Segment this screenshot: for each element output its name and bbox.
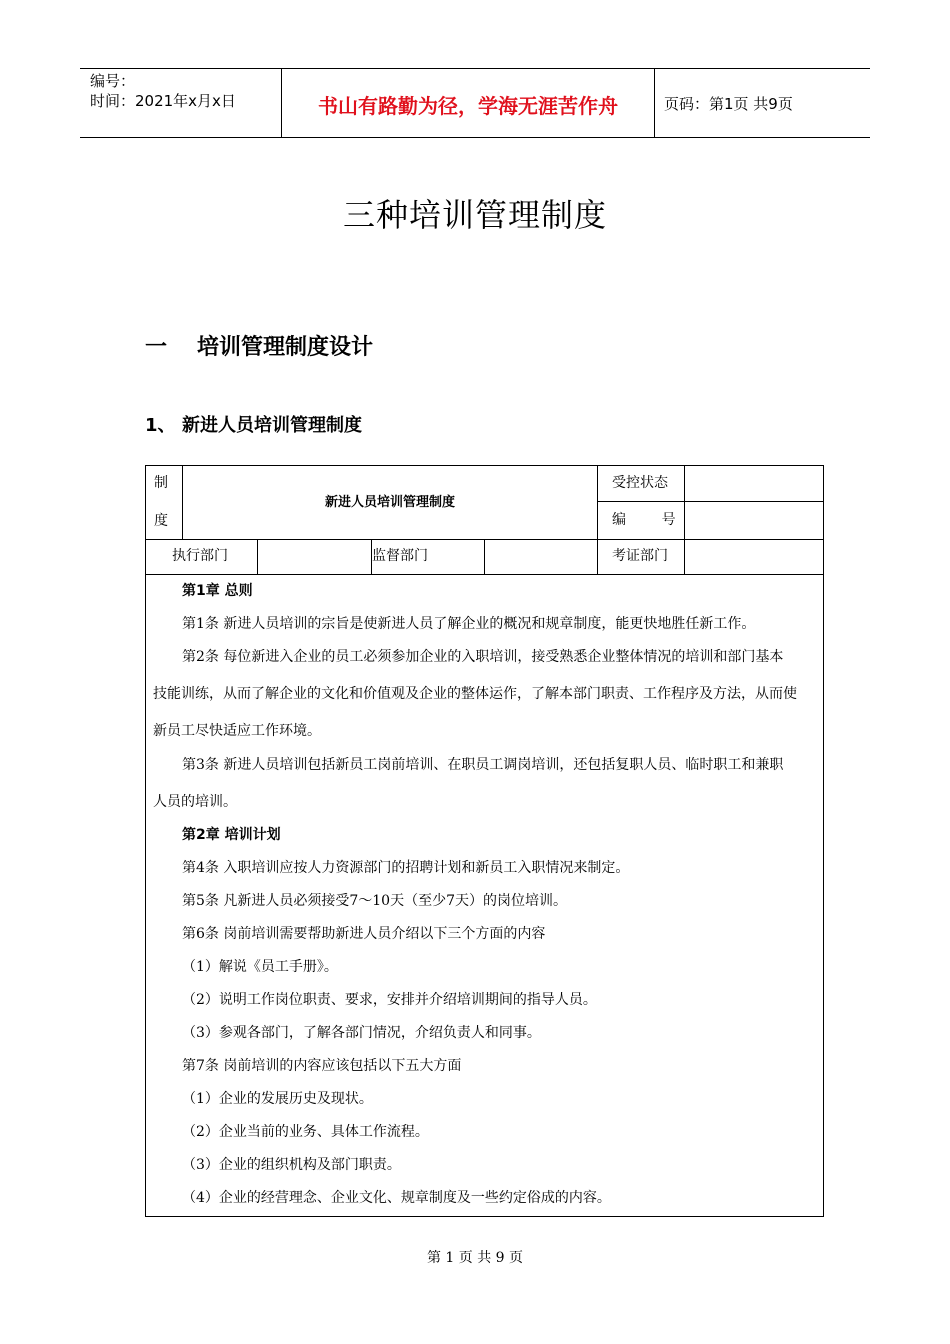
subsection-title: 新进人员培训管理制度 [182,415,362,436]
subsection-number: 1、 [145,415,176,436]
article-line: 第7条 岗前培训的内容应该包括以下五大方面 [182,1058,462,1074]
header-page-info: 页码：第1页 共9页 [664,95,793,113]
list-item: （1）企业的发展历史及现状。 [182,1091,373,1107]
form-label-zhi: 制 [154,475,168,491]
article-line: 第1条 新进人员培训的宗旨是使新进人员了解企业的概况和规章制度，能更快地胜任新工作。 [182,616,756,632]
form-number-label: 编 号 [612,512,676,528]
header-divider [654,69,655,137]
form-supervise-dept-label: 监督部门 [372,548,428,564]
list-item: （3）参观各部门，了解各部门情况，介绍负责人和同事。 [182,1025,541,1041]
form-exec-dept-label: 执行部门 [172,548,228,564]
document-title: 三种培训管理制度 [342,196,607,234]
article-line: 第3条 新进人员培训包括新员工岗前培训、在职员工调岗培训，还包括复职人员、临时职工和兼职 [182,757,784,773]
form-name: 新进人员培训管理制度 [324,495,455,510]
section-title: 培训管理制度设计 [197,335,374,360]
table-rule [597,501,824,502]
chapter-heading: 第2章 培训计划 [182,827,281,843]
form-control-status-label: 受控状态 [612,475,668,491]
page-footer: 第 1 页 共 9 页 [426,1250,524,1266]
header-motto: 书山有路勤为径，学海无涯苦作舟 [318,94,618,118]
header-meta [90,71,236,111]
header-number-label: 编号： [90,72,136,90]
article-line: 第5条 凡新进人员必须接受7～10天（至少7天）的岗位培训。 [182,893,567,909]
table-rule [257,539,258,574]
chapter-heading: 第1章 总则 [182,583,253,599]
list-item: （3）企业的组织机构及部门职责。 [182,1157,401,1173]
list-item: （4）企业的经营理念、企业文化、规章制度及一些约定俗成的内容。 [182,1190,611,1206]
list-item: （2）企业当前的业务、具体工作流程。 [182,1124,429,1140]
page-header [80,68,870,138]
article-line: 第4条 入职培训应按人力资源部门的招聘计划和新员工入职情况来制定。 [182,860,630,876]
article-line: 人员的培训。 [153,794,237,810]
list-item: （1）解说《员工手册》。 [182,959,338,975]
article-line: 第6条 岗前培训需要帮助新进人员介绍以下三个方面的内容 [182,926,546,942]
table-rule [684,465,685,574]
section-heading [145,330,373,361]
header-time: 时间：2021年x月x日 [90,92,236,110]
article-line: 技能训练，从而了解企业的文化和价值观及企业的整体运作，了解本部门职责、工作程序及方法，从而使 [153,686,797,702]
table-rule [145,574,824,575]
table-rule [597,465,598,574]
article-line: 第2条 每位新进入企业的员工必须参加企业的入职培训，接受熟悉企业整体情况的培训和部门基本 [182,649,784,665]
article-line: 新员工尽快适应工作环境。 [153,723,321,739]
subsection-heading [145,411,362,437]
form-verify-dept-label: 考证部门 [612,548,668,564]
table-rule [484,539,485,574]
list-item: （2）说明工作岗位职责、要求，安排并介绍培训期间的指导人员。 [182,992,597,1008]
section-number: 一 [145,335,168,360]
form-label-du: 度 [154,513,168,529]
